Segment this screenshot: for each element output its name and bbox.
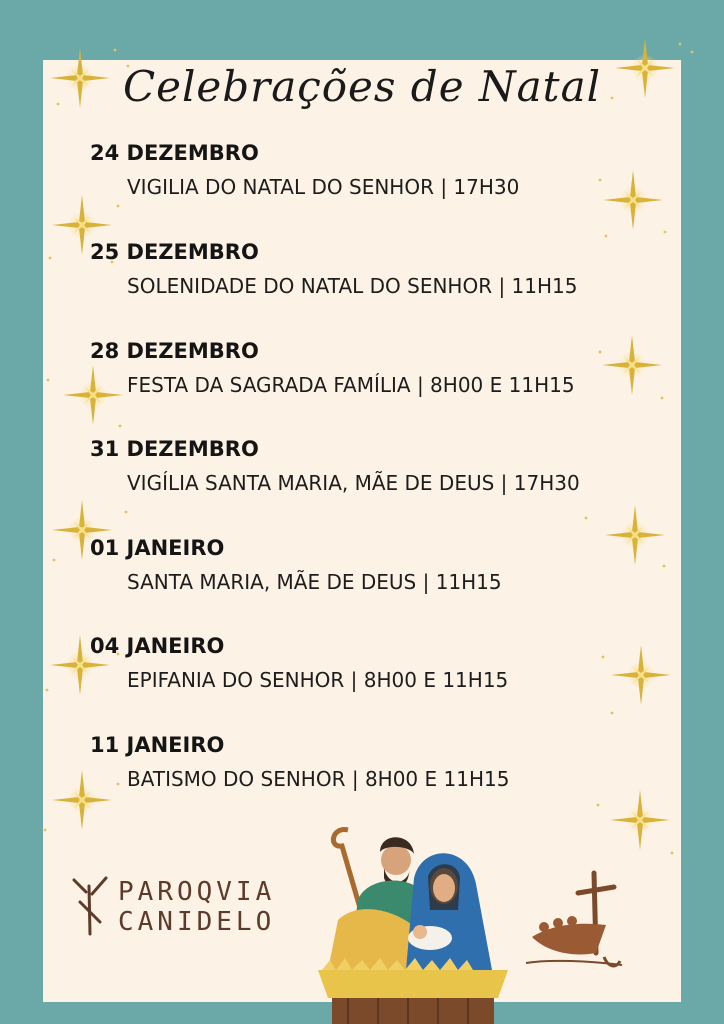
star-icon (611, 645, 671, 705)
event-date: 25 DEZEMBRO (90, 240, 259, 264)
event-date: 11 JANEIRO (90, 733, 225, 757)
event-date: 04 JANEIRO (90, 634, 225, 658)
boat-cross-logo-icon (520, 865, 630, 977)
page-title: Celebrações de Natal (122, 62, 602, 111)
event-date: 24 DEZEMBRO (90, 141, 259, 165)
parish-cross-logo-icon (70, 872, 110, 938)
star-icon (602, 335, 662, 395)
logo-line-1: PAROQVIA (118, 877, 276, 907)
event-item (90, 140, 519, 200)
event-description: EPIFANIA DO SENHOR | 8H00 E 11H15 (127, 668, 509, 692)
event-item (90, 732, 509, 792)
event-item (90, 239, 578, 299)
star-icon (610, 790, 670, 850)
parish-logo-text (118, 877, 275, 937)
nativity-illustration-icon (318, 820, 508, 1024)
event-date: 28 DEZEMBRO (90, 339, 259, 363)
star-icon (603, 170, 663, 230)
event-item (90, 338, 575, 398)
event-description: VIGILIA DO NATAL DO SENHOR | 17H30 (127, 175, 520, 199)
event-description: BATISMO DO SENHOR | 8H00 E 11H15 (127, 767, 510, 791)
event-description: SANTA MARIA, MÃE DE DEUS | 11H15 (127, 570, 502, 594)
logo-line-2: CANIDELO (118, 907, 276, 937)
star-icon (605, 505, 665, 565)
event-description: VIGÍLIA SANTA MARIA, MÃE DE DEUS | 17H30 (127, 471, 580, 495)
event-date: 31 DEZEMBRO (90, 437, 259, 461)
event-description: SOLENIDADE DO NATAL DO SENHOR | 11H15 (127, 274, 578, 298)
event-item (90, 633, 508, 693)
event-date: 01 JANEIRO (90, 536, 225, 560)
event-description: FESTA DA SAGRADA FAMÍLIA | 8H00 E 11H15 (127, 373, 575, 397)
event-item (90, 436, 580, 496)
event-item (90, 535, 502, 595)
